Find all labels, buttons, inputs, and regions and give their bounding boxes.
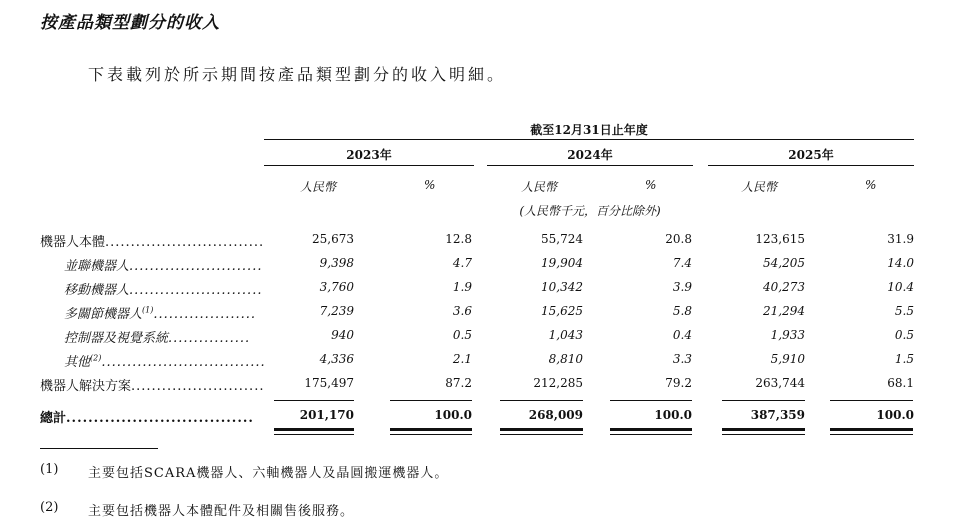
- subtotal-rule: [390, 400, 472, 401]
- cell-2024-rmb: 19,904: [541, 256, 583, 270]
- cell-2024-pct: 100.0: [654, 408, 692, 422]
- table-row: [0, 300, 960, 324]
- footnote-text: 主要包括SCARA機器人、六軸機器人及晶圓搬運機器人。: [88, 466, 449, 481]
- cell-2023-pct: 3.6: [452, 304, 472, 318]
- cell-2023-rmb: 4,336: [319, 352, 354, 366]
- cell-2023-pct: 4.7: [452, 256, 472, 270]
- cell-2024-rmb: 15,625: [541, 304, 583, 318]
- cell-2024-pct: 3.9: [672, 280, 692, 294]
- row-label: 機器人解決方案..........................: [40, 379, 265, 394]
- cell-2025-rmb: 263,744: [755, 376, 805, 390]
- table-row: [0, 228, 960, 252]
- total-rule-thick: [500, 428, 583, 431]
- cell-2025-rmb: 5,910: [770, 352, 805, 366]
- cell-2023-rmb: 3,760: [319, 280, 354, 294]
- cell-2025-rmb: 40,273: [763, 280, 805, 294]
- intro-paragraph: 下表載列於所示期間按產品類型劃分的收入明細。: [88, 65, 507, 84]
- cell-2025-rmb: 387,359: [750, 408, 805, 422]
- row-label: 其他$^{(2)}$................................: [64, 353, 266, 370]
- cell-2024-rmb: 8,810: [548, 352, 583, 366]
- cell-2023-pct: 87.2: [445, 376, 472, 390]
- footnote-marker: (1): [40, 462, 59, 477]
- cell-2025-rmb: 123,615: [755, 232, 805, 246]
- total-rule-thick: [390, 428, 472, 431]
- cell-2023-rmb: 201,170: [299, 408, 354, 422]
- row-label: 控制器及視覺系統................: [64, 331, 251, 346]
- total-rule-thin: [500, 434, 583, 435]
- year-2025-rule: [708, 165, 914, 166]
- unit-pct-2024: %: [645, 178, 657, 192]
- row-label: 多關節機器人$^{(1)}$....................: [64, 305, 257, 322]
- cell-2023-rmb: 25,673: [312, 232, 354, 246]
- period-header: 截至12月31日止年度: [530, 123, 648, 137]
- cell-2025-pct: 31.9: [887, 232, 914, 246]
- table-row: [0, 348, 960, 372]
- cell-2024-rmb: 10,342: [541, 280, 583, 294]
- footnote-marker: (2): [40, 500, 59, 515]
- cell-2025-pct: 10.4: [887, 280, 914, 294]
- total-rule-thick: [610, 428, 692, 431]
- section-heading: 按產品類型劃分的收入: [40, 13, 220, 33]
- unit-rmb-2023: 人民幣: [300, 180, 337, 194]
- cell-2024-pct: 20.8: [665, 232, 692, 246]
- table-row: [0, 372, 960, 396]
- total-rule-thick: [830, 428, 913, 431]
- total-rule-thick: [274, 428, 354, 431]
- cell-2025-pct: 0.5: [894, 328, 914, 342]
- subtotal-rule: [830, 400, 913, 401]
- cell-2023-rmb: 940: [331, 328, 354, 342]
- table-row: [0, 252, 960, 276]
- year-2024-header: 2024年: [567, 148, 613, 162]
- year-2023-header: 2023年: [346, 148, 392, 162]
- cell-2023-rmb: 7,239: [319, 304, 354, 318]
- year-2025-header: 2025年: [788, 148, 834, 162]
- unit-note: (人民幣千元，百分比除外): [519, 204, 661, 218]
- cell-2023-pct: 2.1: [452, 352, 472, 366]
- total-row: [0, 404, 960, 428]
- cell-2024-rmb: 1,043: [548, 328, 583, 342]
- cell-2024-rmb: 212,285: [533, 376, 583, 390]
- table-row: [0, 276, 960, 300]
- cell-2023-pct: 0.5: [452, 328, 472, 342]
- cell-2025-pct: 100.0: [876, 408, 914, 422]
- cell-2024-pct: 7.4: [672, 256, 692, 270]
- unit-rmb-2025: 人民幣: [741, 180, 778, 194]
- footnote-2: [40, 500, 640, 520]
- total-rule-thin: [390, 434, 472, 435]
- cell-2025-pct: 1.5: [894, 352, 914, 366]
- row-label: 總計..................................: [40, 411, 254, 426]
- total-rule-thin: [830, 434, 913, 435]
- subtotal-rule: [610, 400, 692, 401]
- cell-2023-pct: 100.0: [434, 408, 472, 422]
- cell-2023-rmb: 9,398: [319, 256, 354, 270]
- footnote-text: 主要包括機器人本體配件及相關售後服務。: [88, 504, 355, 519]
- unit-rmb-2024: 人民幣: [521, 180, 558, 194]
- cell-2024-pct: 0.4: [672, 328, 692, 342]
- cell-2025-rmb: 54,205: [763, 256, 805, 270]
- period-rule: [264, 139, 914, 140]
- total-rule-thick: [722, 428, 805, 431]
- cell-2025-pct: 14.0: [887, 256, 914, 270]
- unit-pct-2025: %: [865, 178, 877, 192]
- row-label: 移動機器人..........................: [64, 283, 263, 298]
- cell-2024-rmb: 268,009: [528, 408, 583, 422]
- year-2024-rule: [487, 165, 693, 166]
- subtotal-rule: [274, 400, 354, 401]
- cell-2024-pct: 3.3: [672, 352, 692, 366]
- cell-2023-pct: 12.8: [445, 232, 472, 246]
- cell-2025-pct: 68.1: [887, 376, 914, 390]
- table-row: [0, 324, 960, 348]
- footnote-1: [40, 462, 640, 482]
- total-rule-thin: [274, 434, 354, 435]
- cell-2024-rmb: 55,724: [541, 232, 583, 246]
- row-label: 並聯機器人..........................: [64, 259, 263, 274]
- subtotal-rule: [722, 400, 805, 401]
- cell-2025-rmb: 21,294: [763, 304, 805, 318]
- cell-2023-rmb: 175,497: [304, 376, 354, 390]
- total-rule-thin: [610, 434, 692, 435]
- cell-2024-pct: 79.2: [665, 376, 692, 390]
- cell-2023-pct: 1.9: [452, 280, 472, 294]
- unit-pct-2023: %: [424, 178, 436, 192]
- row-label: 機器人本體...............................: [40, 235, 265, 250]
- footnote-rule: [40, 448, 158, 449]
- cell-2024-pct: 5.8: [672, 304, 692, 318]
- total-rule-thin: [722, 434, 805, 435]
- subtotal-rule: [500, 400, 583, 401]
- year-2023-rule: [264, 165, 474, 166]
- cell-2025-pct: 5.5: [894, 304, 914, 318]
- cell-2025-rmb: 1,933: [770, 328, 805, 342]
